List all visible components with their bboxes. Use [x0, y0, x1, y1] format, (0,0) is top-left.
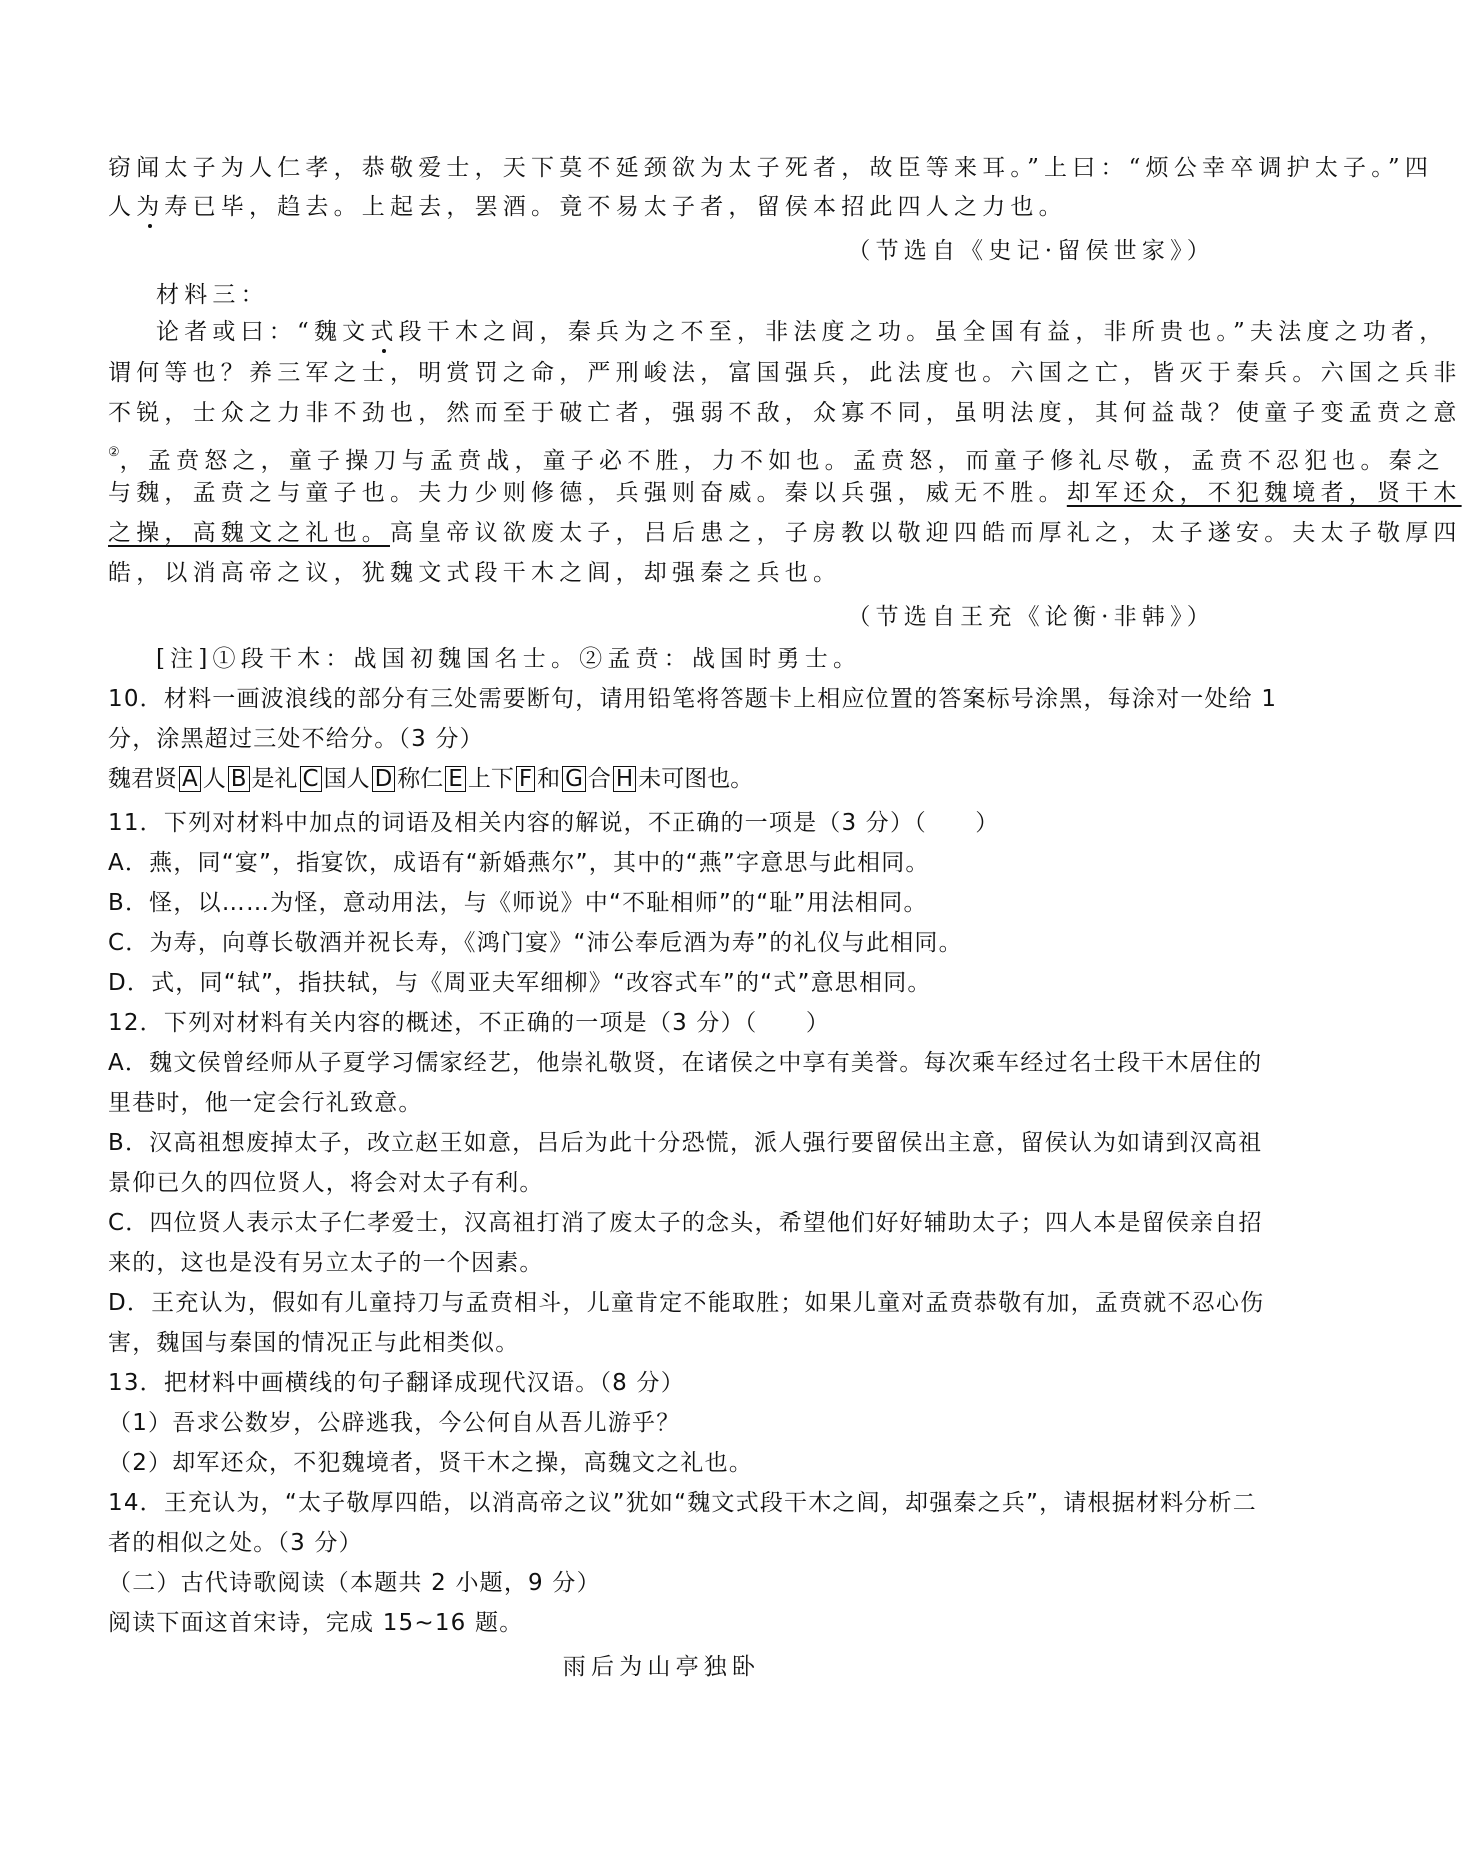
passage-line: 人为寿已毕，趋去。上起去，罢酒。竟不易太子者，留侯本招此四人之力也。 — [108, 194, 1067, 220]
choice-c-cont: 来的，这也是没有另立太子的一个因素。 — [108, 1250, 544, 1276]
question-14: 14．王充认为，“太子敬厚四皓，以消高帝之议”犹如“魏文式段干木之闾，却强秦之兵”，请根据材料分析二 — [108, 1490, 1257, 1516]
passage-line: 与魏，孟贲之与童子也。夫力少则修德，兵强则奋威。秦以兵强，威无不胜。却军还众，不犯魏境者，贤干木 — [108, 480, 1462, 506]
passage-line: 窃闻太子为人仁孝，恭敬爱士，天下莫不延颈欲为太子死者，故臣等来耳。”上曰：“烦公幸卒调护太子。”四 — [108, 155, 1434, 181]
choice-d: D．式，同“轼”，指扶轼，与《周亚夫军细柳》“改容式车”的“式”意思相同。 — [108, 970, 932, 996]
option-box-c[interactable]: C — [300, 766, 322, 792]
choice-b: B．汉高祖想废掉太子，改立赵王如意，吕后为此十分恐慌，派人强行要留侯出主意，留侯认为如请到汉高祖 — [108, 1130, 1263, 1156]
question-14-cont: 者的相似之处。（3 分） — [108, 1530, 363, 1556]
choice-d-cont: 害，魏国与秦国的情况正与此相类似。 — [108, 1330, 520, 1356]
option-box-f[interactable]: F — [516, 766, 535, 792]
question-13: 13．把材料中画横线的句子翻译成现代汉语。（8 分） — [108, 1370, 685, 1396]
choice-a: A．燕，同“宴”，指宴饮，成语有“新婚燕尔”，其中的“燕”字意思与此相同。 — [108, 850, 930, 876]
option-box-g[interactable]: G — [562, 766, 586, 792]
source-citation: （节选自《史记·留侯世家》） — [847, 238, 1215, 264]
question-12: 12．下列对材料有关内容的概述，不正确的一项是（3 分）（ ） — [108, 1010, 831, 1036]
underlined-sentence: 之操，高魏文之礼也。 — [108, 520, 390, 546]
dotted-char-wei: 为 — [136, 194, 165, 220]
passage-line: 皓，以消高帝之议，犹魏文式段干木之闾，却强秦之兵也。 — [108, 560, 842, 586]
question-11: 11．下列对材料中加点的词语及相关内容的解说，不正确的一项是（3 分）（ ） — [108, 810, 1000, 836]
choice-d: D．王充认为，假如有儿童持刀与孟贲相斗，儿童肯定不能取胜；如果儿童对孟贲恭敬有加，孟贲就不忍心伤 — [108, 1290, 1265, 1316]
choice-b-cont: 景仰已久的四位贤人，将会对太子有利。 — [108, 1170, 544, 1196]
poem-title: 雨后为山亭独卧 — [562, 1654, 761, 1680]
question-10: 10．材料一画波浪线的部分有三处需要断句，请用铅笔将答题卡上相应位置的答案标号涂黑，每涂对一处给 1 — [108, 686, 1278, 712]
option-box-b[interactable]: B — [228, 766, 250, 792]
section-heading: （二）古代诗歌阅读（本题共 2 小题，9 分） — [108, 1570, 601, 1596]
option-box-e[interactable]: E — [445, 766, 466, 792]
option-box-d[interactable]: D — [372, 766, 396, 792]
footnote-marker: ② — [108, 445, 120, 460]
choice-a: A．魏文侯曾经师从子夏学习儒家经艺，他崇礼敬贤，在诸侯之中享有美誉。每次乘车经过名士段干木居住的 — [108, 1050, 1263, 1076]
choice-b: B．怪，以……为怪，意动用法，与《师说》中“不耻相师”的“耻”用法相同。 — [108, 890, 928, 916]
source-citation: （节选自王充《论衡·非韩》） — [847, 604, 1215, 630]
question-13-part1: （1）吾求公数岁，公辟逃我，今公何自从吾儿游乎？ — [108, 1410, 681, 1436]
choice-a-cont: 里巷时，他一定会行礼致意。 — [108, 1090, 423, 1116]
option-box-a[interactable]: A — [179, 766, 201, 792]
choice-c: C．为寿，向尊长敬酒并祝长寿，《鸿门宴》“沛公奉卮酒为寿”的礼仪与此相同。 — [108, 930, 963, 956]
annotation-note: [注]①段干木：战国初魏国名士。②孟贲：战国时勇士。 — [156, 646, 862, 672]
passage-line: 论者或曰：“魏文式段干木之闾，秦兵为之不至，非法度之功。虽全国有益，非所贵也。”夫法度之功者， — [156, 319, 1448, 345]
passage-line: 之操，高魏文之礼也。高皇帝议欲废太子，吕后患之，子房教以敬迎四皓而厚礼之，太子遂安。夫太子敬厚四 — [108, 520, 1462, 546]
passage-line: 不锐，士众之力非不劲也，然而至于破亡者，强弱不敌，众寡不同，虽明法度，其何益哉？使童子变孟贲之意 — [108, 400, 1462, 426]
poem-instruction: 阅读下面这首宋诗，完成 15~16 题。 — [108, 1610, 524, 1636]
passage-line: ②，孟贲怒之，童子操刀与孟贲战，童子必不胜，力不如也。孟贲怒，而童子修礼尽敬，孟贲不忍犯也。秦之 — [108, 445, 1446, 474]
dotted-char-shi: 式 — [370, 319, 399, 345]
option-box-h[interactable]: H — [613, 766, 636, 792]
material-label: 材料三： — [156, 282, 269, 308]
question-10-cont: 分，涂黑超过三处不给分。（3 分） — [108, 726, 484, 752]
sentence-break-options: 魏君贤 A 人 B 是礼 C 国人 D 称仁 E 上下 F 和 G 合 H 未可图也。 — [108, 766, 754, 792]
choice-c: C．四位贤人表示太子仁孝爱士，汉高祖打消了废太子的念头，希望他们好好辅助太子；四人本是留侯亲自招 — [108, 1210, 1263, 1236]
underlined-sentence: 却军还众，不犯魏境者，贤干木 — [1066, 480, 1462, 506]
question-13-part2: （2）却军还众，不犯魏境者，贤干木之操，高魏文之礼也。 — [108, 1450, 754, 1476]
passage-line: 谓何等也？养三军之士，明赏罚之命，严刑峻法，富国强兵，此法度也。六国之亡，皆灭于秦兵。六国之兵非 — [108, 360, 1462, 386]
